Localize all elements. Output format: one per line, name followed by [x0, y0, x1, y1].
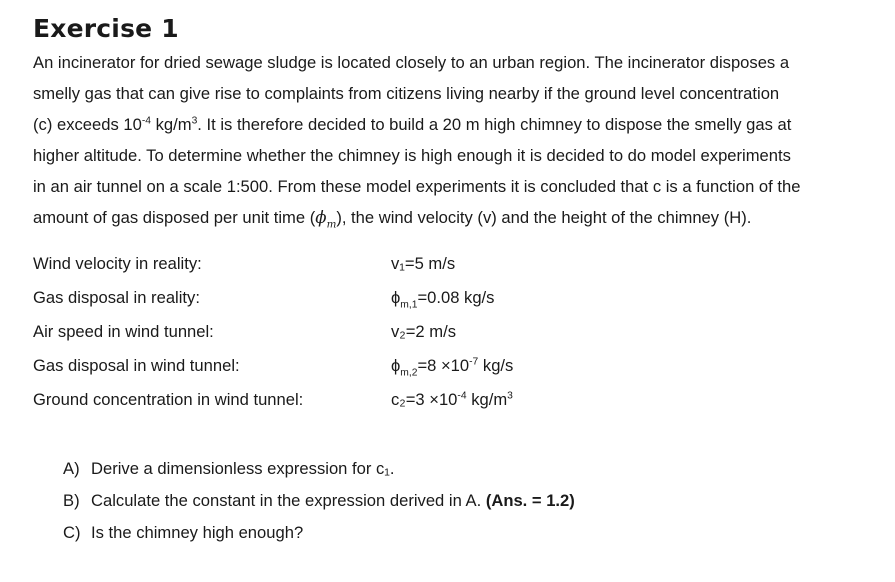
question-letter: A) — [63, 459, 80, 478]
question-item-c — [63, 518, 575, 550]
question-text: Derive a dimensionless expression for c₁. — [91, 459, 395, 478]
paragraph-line: (c) exceeds $10^{-4}$ $kg/m^3$. It is therefore decided to build a 20 m high chimney to dispose the smelly gas at — [33, 115, 792, 134]
given-label: Air speed in wind tunnel: — [33, 322, 214, 341]
given-row-gas-disposal-reality — [33, 283, 593, 317]
paragraph-line: in an air tunnel on a scale 1:500. From these model experiments it is concluded that c is a function of the — [33, 177, 801, 196]
question-item-a — [63, 454, 575, 486]
paragraph-line: An incinerator for dried sewage sludge is located closely to an urban region. The incinerator disposes a — [33, 53, 790, 72]
given-value: v₂=2 m/s — [391, 322, 456, 341]
given-label: Wind velocity in reality: — [33, 254, 202, 273]
given-label: Gas disposal in wind tunnel: — [33, 356, 240, 375]
question-text: Calculate the constant in the expression derived in A. — [91, 491, 486, 510]
problem-statement — [33, 47, 878, 233]
given-row-wind-velocity-reality — [33, 249, 593, 283]
given-value: $\phi_{m,2}=8 \times 10^{-7}$ kg/s — [391, 356, 514, 379]
question-letter: C) — [63, 523, 81, 542]
paragraph-line: higher altitude. To determine whether the chimney is high enough it is decided to do model experiments — [33, 146, 791, 165]
given-label: Ground concentration in wind tunnel: — [33, 390, 304, 409]
question-letter: B) — [63, 491, 80, 510]
given-row-ground-concentration-tunnel — [33, 385, 593, 419]
given-label: Gas disposal in reality: — [33, 288, 200, 307]
given-value: $\phi_{m,1}=0.08$ kg/s — [391, 288, 495, 311]
question-list — [63, 454, 575, 550]
given-value: v₁=5 m/s — [391, 254, 456, 273]
page-title: Exercise 1 — [33, 14, 179, 43]
question-text: Is the chimney high enough? — [91, 523, 304, 542]
given-value: $c_2=3 \times 10^{-4}$ $kg/m^3$ — [391, 390, 513, 409]
phi-symbol: ϕ — [315, 208, 327, 227]
given-row-gas-disposal-tunnel — [33, 351, 593, 385]
question-item-b — [63, 486, 575, 518]
given-values-table — [33, 249, 593, 419]
given-row-air-speed-tunnel — [33, 317, 593, 351]
paragraph-line: amount of gas disposed per unit time $(\phi_m)$, the wind velocity (v) and the height of the chimney (H). — [33, 208, 752, 231]
paragraph-line: smelly gas that can give rise to complaints from citizens living nearby if the ground level concentration — [33, 84, 780, 103]
answer-hint: (Ans. = 1.2) — [485, 491, 575, 510]
